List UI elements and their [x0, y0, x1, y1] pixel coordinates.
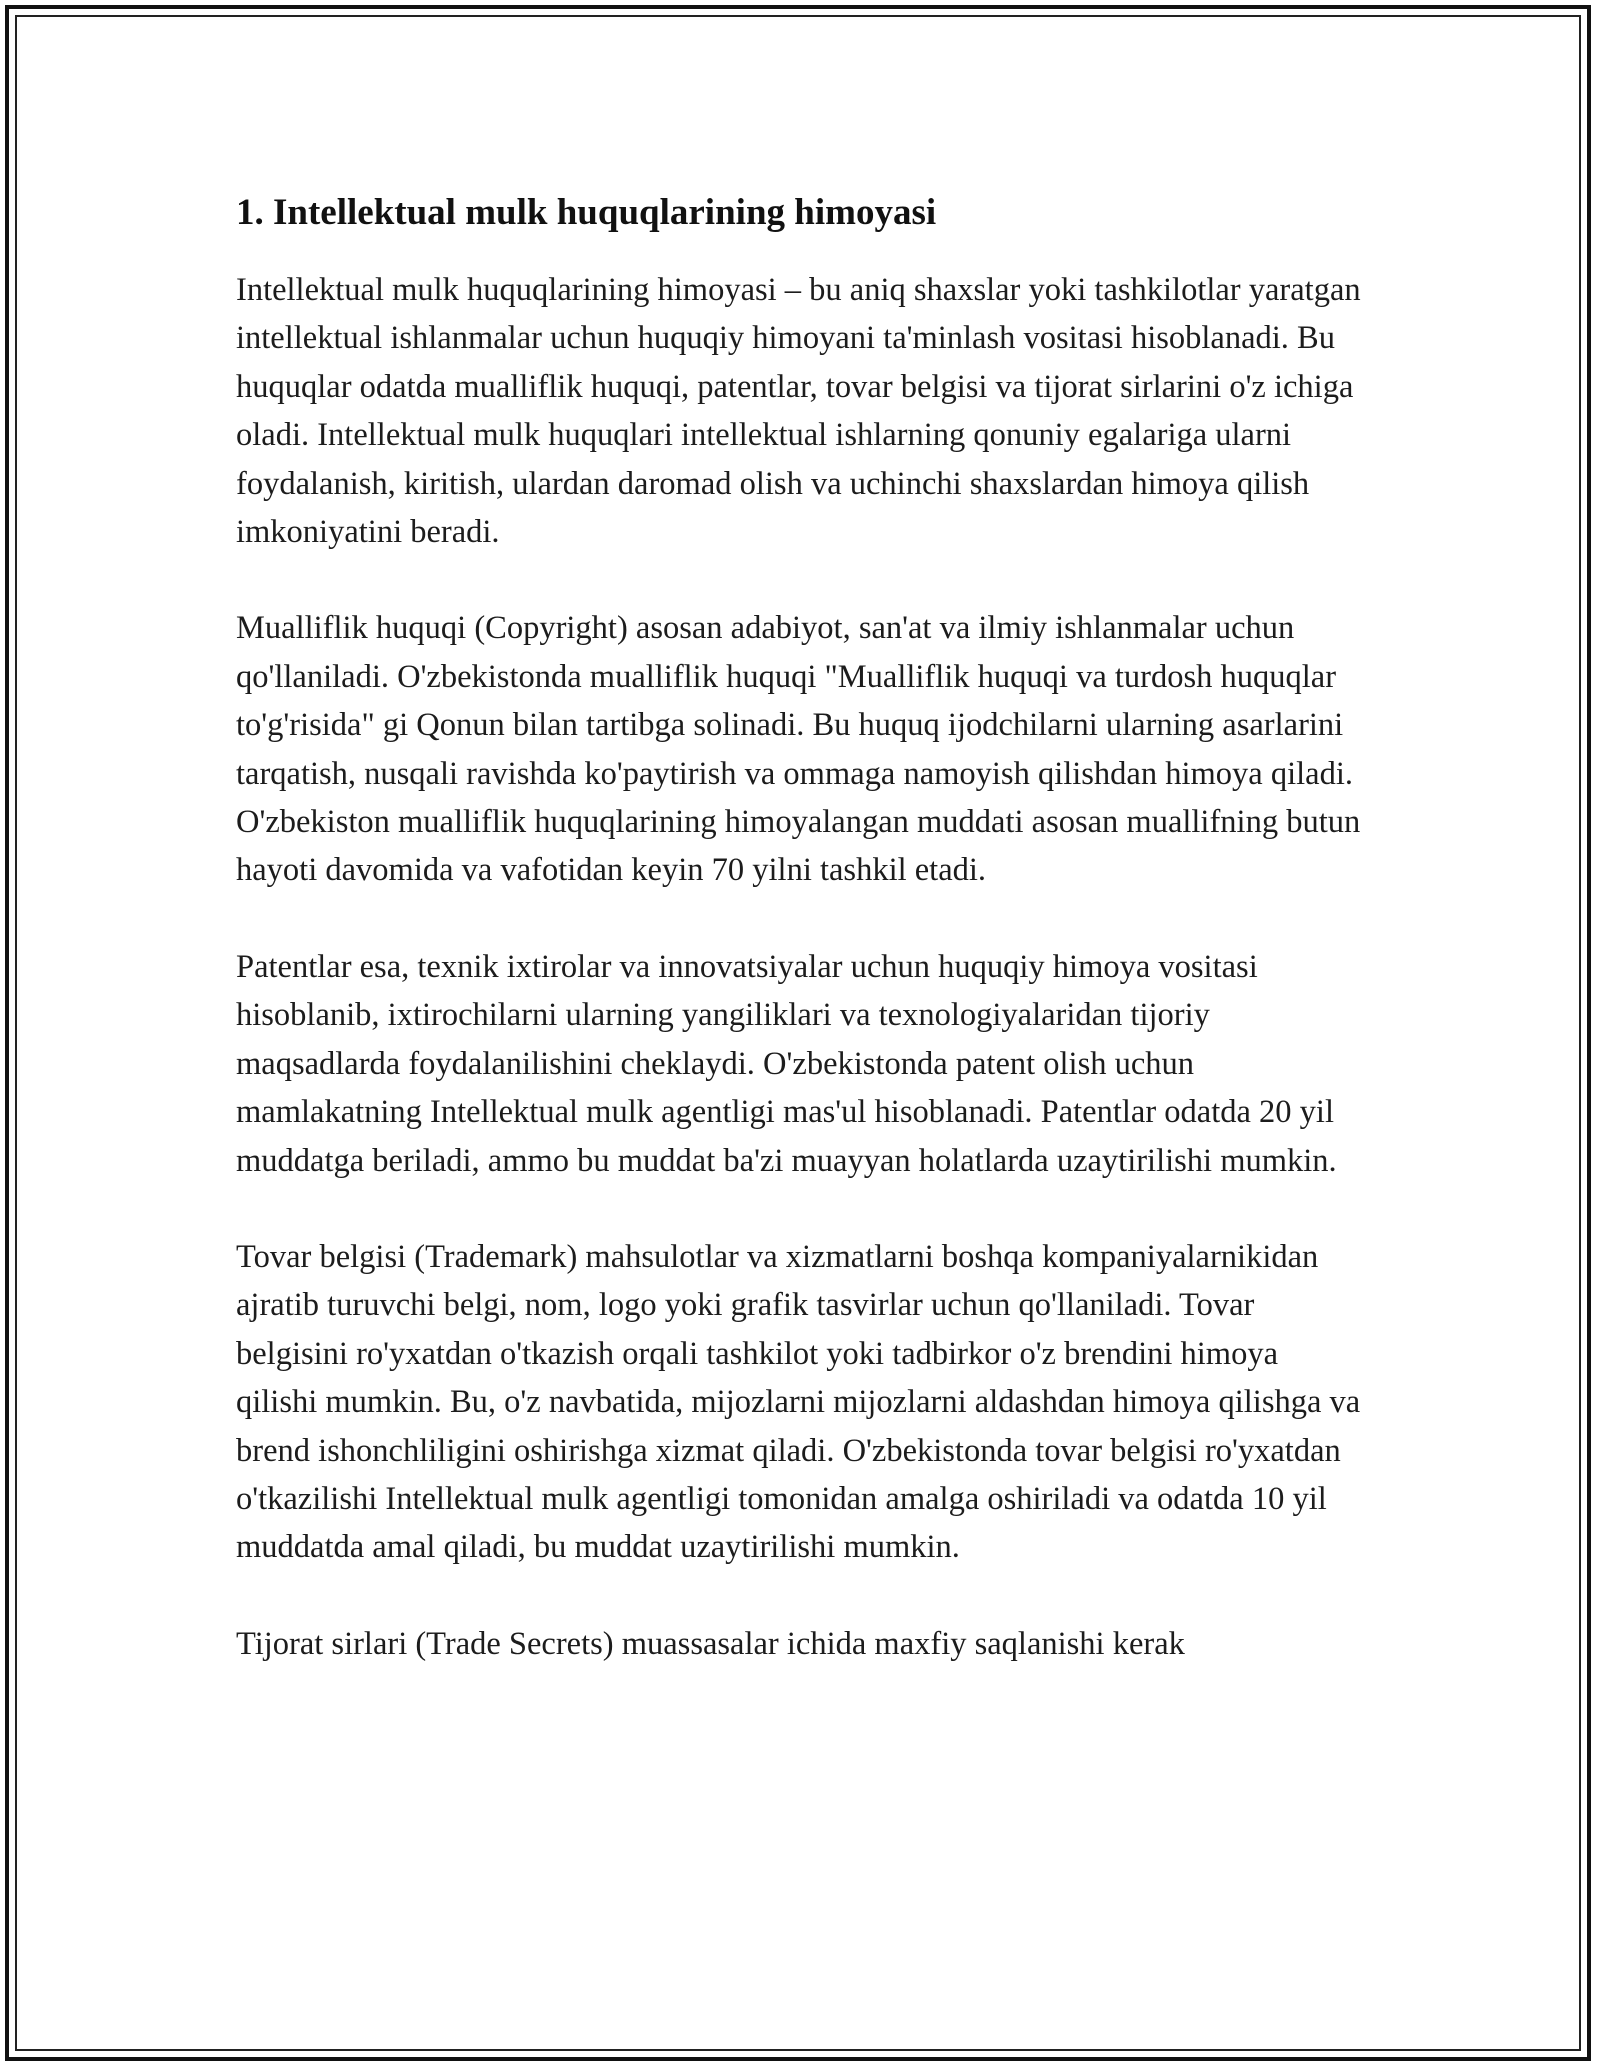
paragraph-intro: Intellektual mulk huquqlarining himoyasi – bu aniq shaxslar yoki tashkilotlar yaratgan intellektual ishlanmalar uchun huquqiy himoyani ta'minlash vositasi hisoblanadi. Bu huquqlar odatda mualliflik huquqi, patentlar, tovar belgisi va tijorat sirlarini o'z ichiga oladi. Intellektual mulk huquqlari intellektual ishlarning qonuniy egalariga ularni foydalanish, kiritish, ulardan daromad olish va uchinchi shaxslardan himoya qilish imkoniyatini beradi. [236, 272, 1361, 551]
paragraph-patents: Patentlar esa, texnik ixtirolar va innovatsiyalar uchun huquqiy himoya vositasi hisoblanib, ixtirochilarni ularning yangiliklari va texnologiyalaridan tijoriy maqsadlarda foydalanilishini cheklaydi. O'zbekistonda patent olish uchun mamlakatning Intellektual mulk agentligi mas'ul hisoblanadi. Patentlar odatda 20 yil muddatga beriladi, ammo bu muddat ba'zi muayyan holatlarda uzaytirilishi mumkin. [236, 948, 1337, 1179]
paragraph-trade-secrets: Tijorat sirlari (Trade Secrets) muassasalar ichida maxfiy saqlanishi kerak [236, 1625, 1185, 1662]
section-heading: 1. Intellektual mulk huquqlarining himoyasi [236, 192, 937, 233]
paragraph-trademark: Tovar belgisi (Trademark) mahsulotlar va xizmatlarni boshqa kompaniyalarnikidan ajratib turuvchi belgi, nom, logo yoki grafik tasvirlar uchun qo'llaniladi. Tovar belgisini ro'yxatdan o'tkazish orqali tashkilot yoki tadbirkor o'z brendini himoya qilishi mumkin. Bu, o'z navbatida, mijozlarni mijozlarni aldashdan himoya qilishga va brend ishonchliligini oshirishga xizmat qiladi. O'zbekistonda tovar belgisi ro'yxatdan o'tkazilishi Intellektual mulk agentligi tomonidan amalga oshiriladi va odatda 10 yil muddatda amal qiladi, bu muddat uzaytirilishi mumkin. [236, 1238, 1361, 1566]
paragraph-copyright: Mualliflik huquqi (Copyright) asosan adabiyot, san'at va ilmiy ishlanmalar uchun qo'llaniladi. O'zbekistonda mualliflik huquqi "Mualliflik huquqi va turdosh huquqlar to'g'risida" gi Qonun bilan tartibga solinadi. Bu huquq ijodchilarni ularning asarlarini tarqatish, nusqali ravishda ko'paytirish va ommaga namoyish qilishdan himoya qiladi. O'zbekiston mualliflik huquqlarining himoyalangan muddati asosan muallifning butun hayoti davomida va vafotidan keyin 70 yilni tashkil etadi. [236, 610, 1361, 889]
document-body [236, 186, 1366, 1668]
